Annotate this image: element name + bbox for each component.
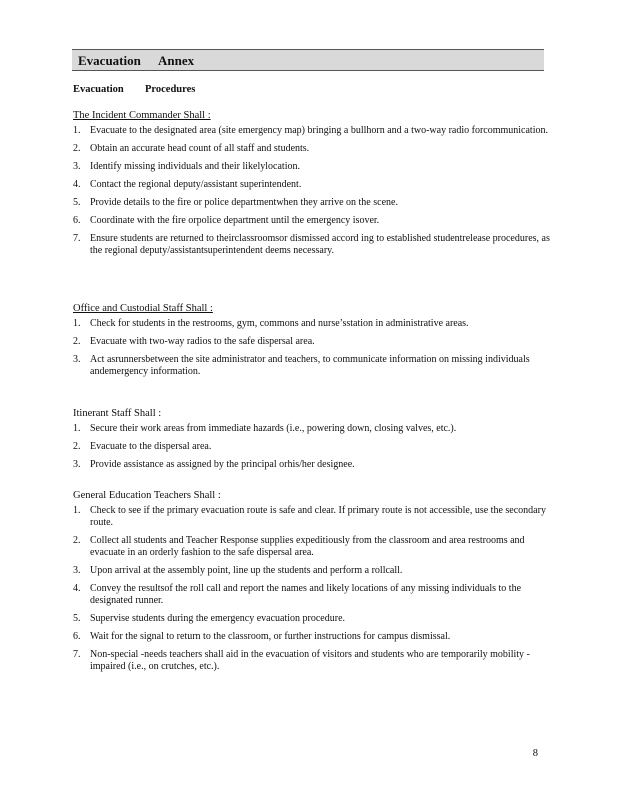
annex-header-bar	[72, 49, 544, 71]
section-heading: General Education Teachers Shall :	[73, 490, 221, 501]
section-heading: Office and Custodial Staff Shall :	[73, 303, 213, 314]
list-item: 1. Evacuate to the designated area (site emergency map) bringing a bullhorn and a two-way radio forcommunication.	[73, 125, 548, 136]
section-heading: Itinerant Staff Shall :	[73, 408, 162, 419]
section-general-education-teachers	[73, 490, 552, 679]
list-item: 2. Obtain an accurate head count of all staff and students.	[73, 143, 310, 154]
header-title-annex: Annex	[158, 53, 195, 68]
list-item: 3. Upon arrival at the assembly point, line up the students and perform a rollcall.	[73, 565, 403, 576]
header-title-evacuation: Evacuation	[78, 53, 141, 68]
section-incident-commander	[73, 110, 552, 263]
list-item: 3. Identify missing individuals and their likelylocation.	[73, 161, 300, 172]
list-item: 2. Collect all students and Teacher Response supplies expeditiously from the classroom and area restrooms and evacuate in an orderly fashion to the safe dispersal area.	[73, 535, 525, 558]
section-office-custodial	[73, 303, 552, 384]
subheader-procedures: Procedures	[145, 84, 196, 95]
list-item: 4. Convey the resultsof the roll call and report the names and likely locations of any missing individuals to the designated runner.	[73, 583, 522, 606]
list-item: 6. Wait for the signal to return to the classroom, or further instructions for campus dismissal.	[73, 631, 451, 642]
list-item: 1. Check for students in the restrooms, gym, commons and nurse’sstation in administrative areas.	[73, 318, 469, 329]
subheader-evacuation: Evacuation	[73, 84, 124, 95]
list-item: 7. Ensure students are returned to theirclassroomsor dismissed accord ing to established studentrelease procedures, as the regional deputy/assistantsuperintendent deems necessary.	[73, 233, 550, 256]
section-itinerant-staff	[73, 408, 552, 477]
list-item: 1. Check to see if the primary evacuation route is safe and clear. If primary route is not accessible, use the secondary route.	[73, 505, 546, 528]
list-item: 3. Act asrunnersbetween the site administrator and teachers, to communicate information on missing individuals andemergency information.	[73, 354, 530, 377]
list-item: 2. Evacuate to the dispersal area.	[73, 441, 212, 452]
list-item: 6. Coordinate with the fire orpolice department until the emergency isover.	[73, 215, 380, 226]
list-item: 3. Provide assistance as assigned by the principal orhis/her designee.	[73, 459, 355, 470]
list-item: 2. Evacuate with two-way radios to the safe dispersal area.	[73, 336, 315, 347]
list-item: 5. Supervise students during the emergency evacuation procedure.	[73, 613, 346, 624]
list-item: 1. Secure their work areas from immediate hazards (i.e., powering down, closing valves, etc.).	[73, 423, 457, 434]
list-item: 4. Contact the regional deputy/assistant superintendent.	[73, 179, 302, 190]
section-heading: The Incident Commander Shall :	[73, 110, 211, 121]
list-item: 7. Non-special -needs teachers shall aid in the evacuation of visitors and students who are temporarily mobility -impaired (i.e., on crutches, etc.).	[73, 649, 530, 672]
list-item: 5. Provide details to the fire or police departmentwhen they arrive on the scene.	[73, 197, 398, 208]
page-number: 8	[532, 748, 538, 759]
